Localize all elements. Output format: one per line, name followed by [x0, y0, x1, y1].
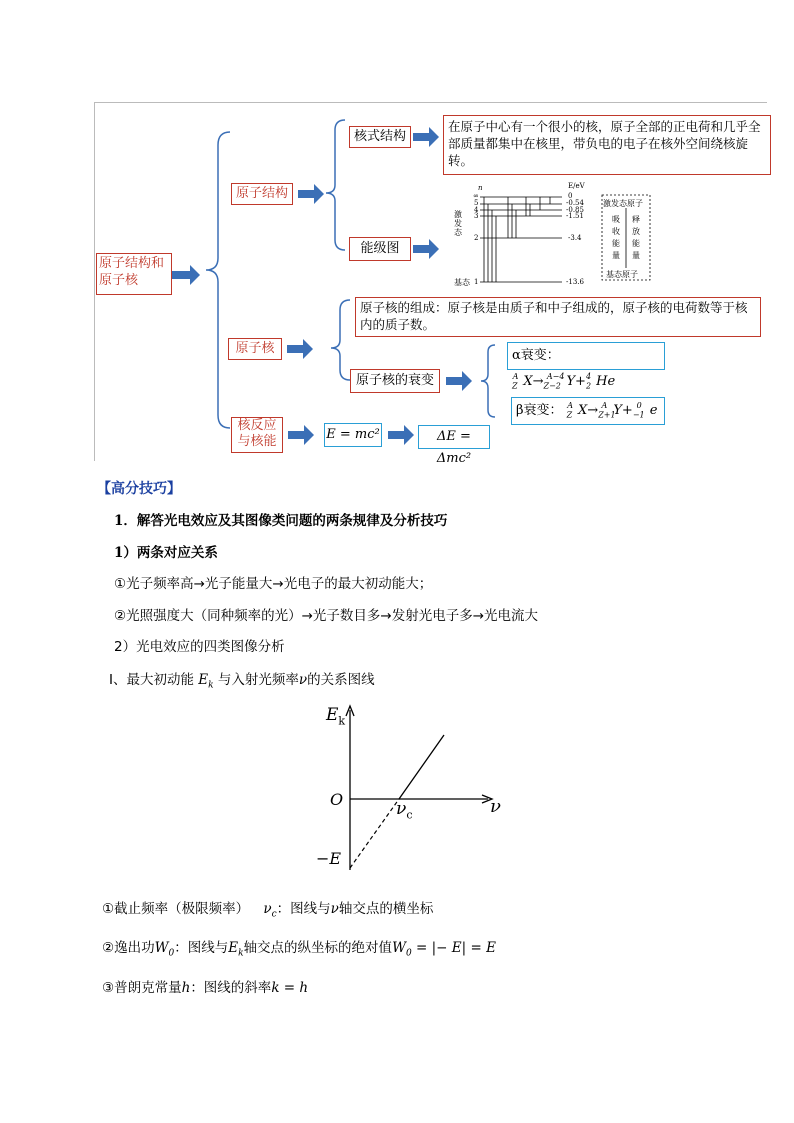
- alpha-z: Z: [512, 381, 518, 391]
- item-1-end: 轴交点的横坐标: [338, 901, 434, 917]
- item-3-post: ：图线的斜率: [190, 980, 272, 996]
- item-3: [102, 976, 308, 996]
- level-n-inf: ∞: [473, 192, 479, 200]
- level-e-5: -0.54: [566, 199, 584, 207]
- item-3-pre: ③普朗克常量: [102, 980, 182, 996]
- delta-emc2-label: ΔE = Δmc²: [436, 429, 472, 466]
- level-n-5: 5: [474, 199, 479, 207]
- alpha-x: X: [523, 374, 533, 389]
- beta-y: Y: [613, 403, 622, 418]
- solid-line: [399, 735, 444, 799]
- atomic-structure-label: 原子结构: [235, 186, 288, 201]
- nu-symbol: ν: [298, 672, 308, 688]
- root-label: 原子结构和原子核: [99, 256, 165, 288]
- graph-caption-mid: 与入射光频率: [217, 672, 299, 688]
- item-1-post: ：图线与: [276, 901, 331, 917]
- item-1: [102, 897, 433, 920]
- nucleus-composition: 原子核的组成：原子核是由质子和中子组成的，原子核的电荷数等于核内的质子数。: [360, 300, 748, 332]
- alpha-4: 4: [586, 372, 592, 381]
- beta-m1: −1: [632, 410, 645, 420]
- decay-label: 原子核的衰变: [355, 373, 434, 388]
- nu-c-symbol: $\nu_c$: [263, 901, 277, 920]
- emc2-box: [324, 423, 382, 447]
- nuclear-model-label: 核式结构: [353, 129, 406, 144]
- section-title: 【高分技巧】: [97, 481, 181, 497]
- energy-level-label: 能级图: [360, 241, 400, 256]
- nucleus-composition-box: [355, 297, 761, 337]
- graph-caption-pre: Ⅰ、最大初动能: [109, 672, 194, 688]
- decay-box: [350, 369, 440, 393]
- energy-diagram: [450, 180, 660, 290]
- item-2-pre: ②逸出功: [102, 940, 155, 956]
- atomic-structure-box: [231, 183, 293, 205]
- alpha-y: Y: [566, 374, 576, 389]
- alpha-z2: Z−2: [543, 381, 561, 391]
- root-box: [96, 253, 172, 295]
- nucleus-box: [228, 338, 282, 360]
- alpha-decay-box: α衰变： $_Z^A$ $X\to_{Z-2}^{A-4}$ $Y+_2^4$ He: [507, 342, 665, 370]
- item-2-mid: ：图线与: [174, 940, 229, 956]
- beta-decay-box: β衰变： $_Z^A$ $X\to_{Z+1}^A$ $Y+_{-1}^0$ e: [511, 397, 665, 425]
- line-1: ①光子频率高→光子能量大→光电子的最大初动能大；: [114, 576, 433, 592]
- alpha-decay-label: α衰变：: [512, 348, 560, 363]
- reaction-box: [231, 417, 283, 453]
- heading-2: 1）两条对应关系: [114, 545, 218, 561]
- level-e-1: -13.6: [566, 278, 584, 286]
- ek-symbol: $E_k$: [198, 672, 214, 691]
- ground-atom-label: 基态原子: [606, 270, 638, 279]
- dashed-line: [350, 799, 399, 868]
- beta-a: A: [567, 401, 574, 410]
- item-2: [102, 936, 496, 959]
- item-2-post: 轴交点的纵坐标的绝对值: [243, 940, 393, 956]
- x-axis-label: ν: [490, 796, 501, 817]
- level-n-4: 4: [474, 206, 479, 214]
- y-axis-label: $E_k$: [326, 705, 346, 728]
- ek-nu-graph: [310, 700, 520, 880]
- cutoff-label: $\nu_c$: [396, 799, 413, 822]
- origin-label: O: [330, 790, 344, 809]
- ek-symbol-2: $E_k$: [228, 940, 244, 959]
- level-n-2: 2: [474, 234, 479, 242]
- nuclear-model-desc: 在原子中心有一个很小的核，原子全部的正电荷和几乎全部质量都集中在核里，带负电的电子在核外空间绕核旋转。: [448, 119, 761, 168]
- w0-eq: $W_0$ = |− E| = E: [392, 940, 496, 959]
- nucleus-label: 原子核: [235, 341, 275, 356]
- beta-0: 0: [636, 401, 642, 410]
- alpha-a4: A−4: [546, 372, 565, 381]
- beta-z: Z: [566, 410, 573, 420]
- level-n-1: 1: [474, 278, 479, 286]
- alpha-a: A: [512, 372, 519, 381]
- level-e-inf: 0: [568, 192, 573, 200]
- h-symbol: h: [181, 980, 191, 996]
- graph-caption: [109, 668, 375, 691]
- line-3: 2）光电效应的四类图像分析: [114, 639, 285, 655]
- absorb-label: 吸收能量: [612, 215, 620, 260]
- neg-e-label: −E: [316, 849, 342, 868]
- level-e-4: -0.85: [566, 206, 584, 214]
- beta-z1: Z+1: [598, 410, 616, 420]
- release-label: 释放能量: [632, 215, 640, 260]
- delta-emc2-box: [418, 425, 490, 466]
- energy-level-box: [349, 237, 411, 261]
- level-e-3: -1.51: [566, 212, 584, 220]
- beta-e: e: [649, 403, 658, 418]
- emc2-label: E = mc²: [326, 427, 380, 442]
- concept-map-lines: [0, 0, 794, 470]
- w0-symbol: $W_0$: [154, 940, 175, 959]
- nu-symbol-2: ν: [330, 901, 339, 917]
- graph-caption-post: 的关系图线: [307, 672, 375, 688]
- beta-a2: A: [601, 401, 608, 410]
- energy-e-label: E/eV: [568, 182, 585, 190]
- level-n-3: 3: [474, 212, 479, 220]
- nuclear-model-box: [349, 126, 411, 148]
- nuclear-model-desc-box: [443, 115, 771, 175]
- beta-x: X: [578, 403, 588, 418]
- excited-state-label: 激发态: [454, 210, 462, 237]
- heading-1: 1．解答光电效应及其图像类问题的两条规律及分析技巧: [114, 513, 448, 529]
- line-2: ②光照强度大（同种频率的光）→光子数目多→发射光电子多→光电流大: [114, 608, 539, 624]
- alpha-he: He: [596, 374, 616, 389]
- item-1-pre: ①截止频率（极限频率）: [102, 901, 250, 917]
- excited-atom-label: 激发态原子: [603, 199, 643, 208]
- alpha-2: 2: [585, 381, 592, 391]
- energy-n-label: n: [478, 184, 483, 192]
- level-e-2: -3.4: [568, 234, 582, 242]
- beta-decay-label: β衰变：: [516, 403, 563, 418]
- ground-state-label: 基态: [454, 278, 470, 287]
- reaction-label: 核反应与核能: [237, 418, 277, 449]
- k-eq: k = h: [271, 980, 309, 996]
